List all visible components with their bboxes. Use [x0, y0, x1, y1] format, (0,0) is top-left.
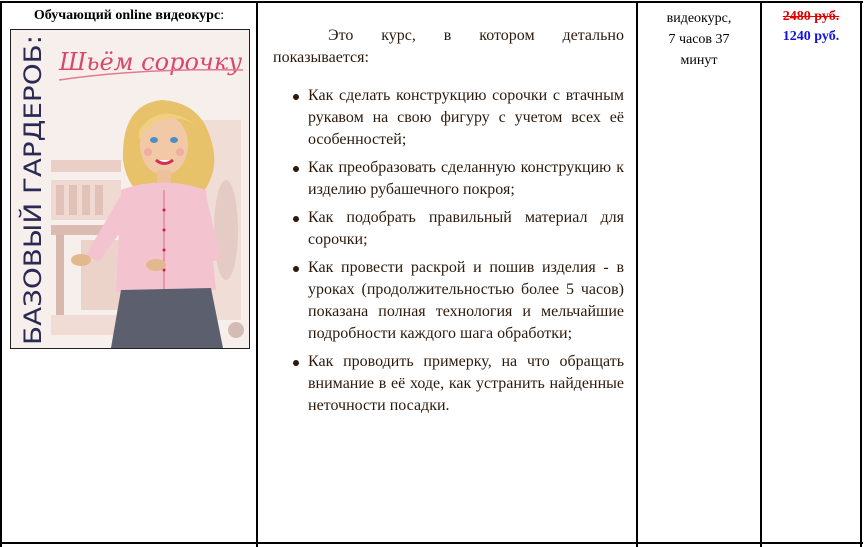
table-border-bottom	[0, 542, 863, 544]
duration-line-1: видеокурс,	[666, 11, 732, 26]
table-border-right	[860, 1, 862, 547]
course-price	[762, 7, 860, 47]
cover-illustration	[11, 30, 249, 348]
new-price: 1240 руб.	[782, 29, 840, 44]
list-item: Как преобразовать сделанную конструкцию к изделию рубашечного покроя;	[308, 157, 624, 201]
cover-vertical-title: БАЗОВЫЙ ГАРДЕРОБ:	[19, 104, 47, 345]
course-description	[258, 25, 630, 423]
cover-script-title: Шьём сорочку	[59, 48, 243, 76]
old-price: 2480 руб.	[782, 9, 840, 24]
table-border-left	[0, 1, 2, 547]
list-item: Как сделать конструкцию сорочки с втачным рукавом на свою фигуру с учетом всех её особенностей;	[308, 85, 624, 151]
list-item: Как провести раскрой и пошив изделия - в уроках (продолжительностью более 5 часов) показана полная технология и мельчайшие подробности каждого шага обработки;	[308, 257, 624, 345]
table-border-top	[0, 1, 863, 3]
column-divider-3	[760, 1, 762, 547]
duration-line-3: минут	[680, 53, 718, 68]
duration-line-2: 7 часов 37	[668, 32, 730, 47]
description-list	[258, 85, 624, 417]
course-label-colon: :	[220, 8, 225, 23]
course-label	[2, 8, 256, 24]
column-divider-2	[636, 1, 638, 547]
course-duration	[638, 8, 760, 71]
list-item: Как проводить примерку, на что обращать внимание в её ходе, как устранить найденные неточности посадки.	[308, 351, 624, 417]
description-intro: Это курс, в котором детально показывается:	[273, 27, 624, 66]
course-label-text: Обучающий online видеокурс	[33, 8, 221, 23]
course-cover-image[interactable]	[10, 29, 250, 349]
list-item: Как подобрать правильный материал для сорочки;	[308, 207, 624, 251]
